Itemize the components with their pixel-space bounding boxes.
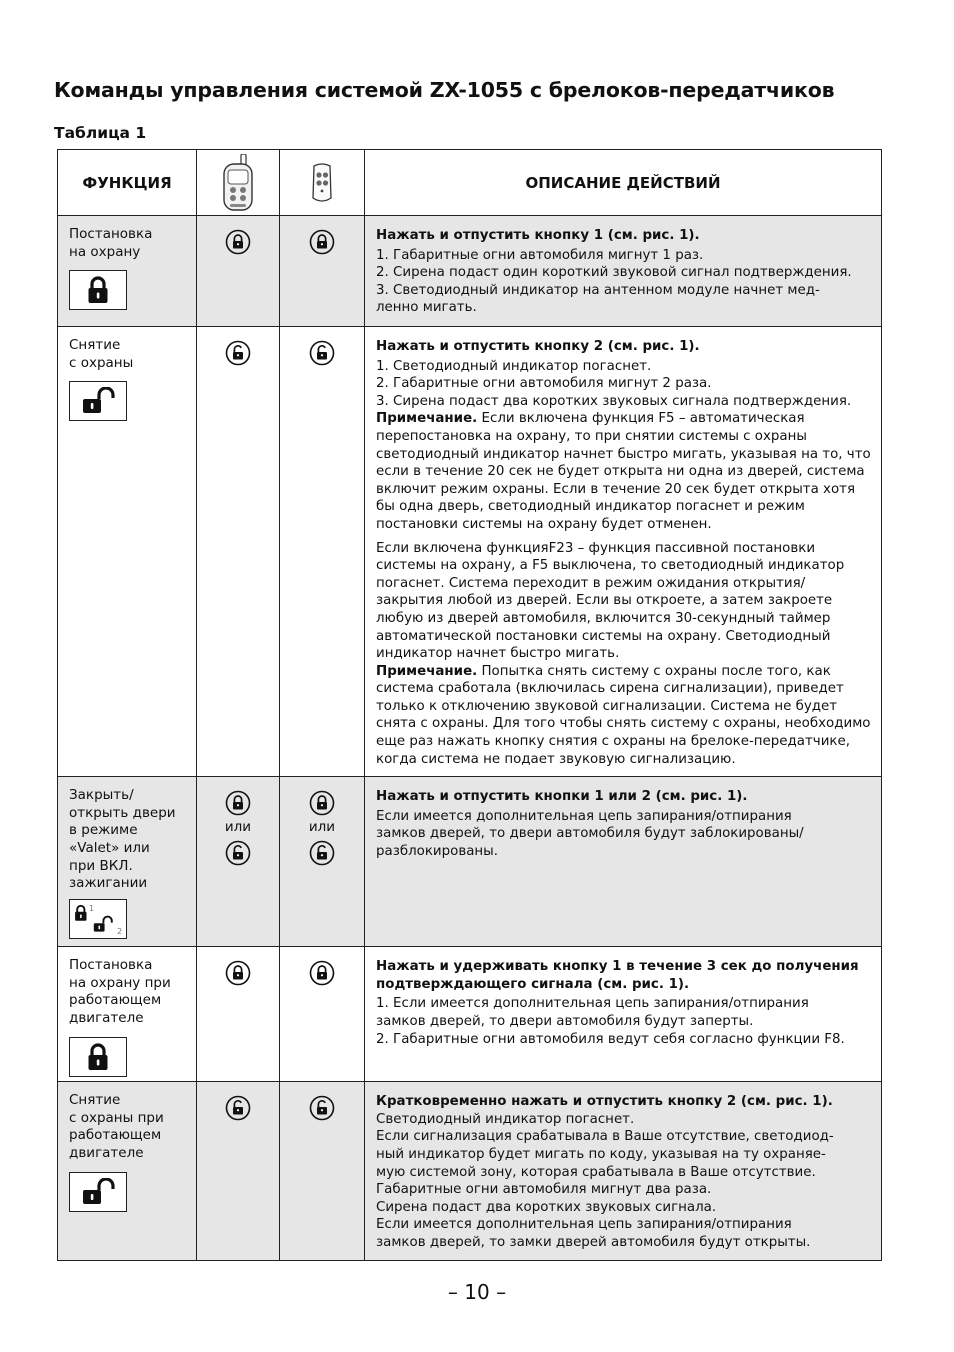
description-paragraph: Если включена функцияF23 – функция пассивной постановки системы на охрану, а F5 выключена, то светодиодный индикатор погаснет. Система переходит в режим ожидания открытия/закрытия любой из дверей. Если вы откроете, а затем закроете любую из дверей автомобиля, включится 30-секундный таймер автоматической постановки системы на охрану. Светодиодный индикатор начнет быстро мигать. (376, 540, 845, 662)
description-line: Светодиодный индикатор погаснет. (376, 1111, 635, 1127)
remote-button-1-icon (225, 960, 251, 986)
lock-mark-2: 2 (117, 926, 123, 936)
description-line: Если сигнализация срабатывала в Ваше отсутствие, светодиод- (376, 1129, 834, 1145)
commands-table (57, 149, 882, 1261)
description-heading: Нажать и отпустить кнопку 1 (см. рис. 1). (376, 228, 700, 243)
note-label: Примечание. (376, 663, 478, 679)
description-line: 3. Светодиодный индикатор на антенном модуле начнет мед- (376, 282, 820, 298)
description-line: Габаритные огни автомобиля мигнут два раза. (376, 1182, 712, 1198)
description-note (376, 663, 871, 769)
description-line: 1. Габаритные огни автомобиля мигнут 1 раз. (376, 247, 704, 263)
remote-button-2-icon (225, 340, 251, 366)
description-heading: Нажать и отпустить кнопку 2 (см. рис. 1). (376, 339, 700, 354)
description-heading: Нажать и отпустить кнопки 1 или 2 (см. рис. 1). (376, 789, 748, 805)
description-line: мую системой зону, которая срабатывала в Ваше отсутствие. (376, 1164, 816, 1180)
table-row (58, 216, 882, 327)
description-cell (365, 327, 882, 777)
header-remote-1 (197, 150, 280, 216)
description-line: Если имеется дополнительная цепь запирания/отпирания (376, 808, 792, 824)
remote-button-2-icon (225, 1095, 251, 1121)
remote-2-cell (280, 1082, 365, 1260)
aux-remote-icon (310, 162, 334, 204)
remote-button-1-icon (225, 790, 251, 816)
remote-button-2-icon (225, 840, 251, 866)
lock-open-icon (69, 1172, 127, 1212)
remote-1-cell (197, 327, 280, 777)
header-description: ОПИСАНИЕ ДЕЙСТВИЙ (365, 150, 882, 216)
description-line: 2. Габаритные огни автомобиля ведут себя согласно функции F8. (376, 1031, 845, 1047)
lock-closed-icon (69, 1037, 127, 1077)
table-caption: Таблица 1 (54, 124, 147, 142)
main-remote-icon (221, 154, 255, 212)
description-line: замков дверей, то двери автомобиля будут заблокированы/ (376, 826, 804, 842)
description-line: замков дверей, то замки дверей автомобиля будут открыты. (376, 1235, 811, 1250)
description-line: ный индикатор будет мигать по коду, указывая на ту охраняе- (376, 1147, 826, 1163)
description-line: замков дверей, то двери автомобиля будут заперты. (376, 1014, 754, 1030)
remote-1-cell (197, 1082, 280, 1260)
header-function: ФУНКЦИЯ (58, 150, 197, 216)
remote-button-1-icon (309, 960, 335, 986)
function-cell (58, 327, 197, 777)
function-label: Постановка на охрану (69, 226, 153, 260)
description-line: ленно мигать. (376, 300, 477, 316)
function-label: Постановка на охрану при работающем двигателе (69, 957, 171, 1027)
note-text: Попытка снять систему с охраны после того, как система сработала (включилась сирена сигнализации), приведет только к отключению звуковой сигнализации. Система не будет снята с охраны. Для того чтобы снять систему с охраны, необходимо еще раз нажать кнопку снятия с охраны на брелоке-передатчике, когда система не подает звуковую сигнализацию. (376, 663, 871, 767)
remote-button-2-icon (309, 1095, 335, 1121)
description-heading: Нажать и удерживать кнопку 1 в течение 3 сек до получения подтверждающего сигнала (см. рис. 1). (376, 959, 859, 992)
function-label: Снятие с охраны (69, 337, 134, 371)
function-cell (58, 947, 197, 1082)
remote-button-1-icon (309, 229, 335, 255)
description-line: 3. Сирена подаст два коротких звуковых сигнала подтверждения. (376, 393, 852, 409)
table-row (58, 327, 882, 777)
table-row (58, 1082, 882, 1260)
remote-button-2-icon (309, 840, 335, 866)
lock-mark-1: 1 (89, 903, 95, 913)
remote-button-1-icon (309, 790, 335, 816)
remote-2-cell (280, 947, 365, 1082)
table-row (58, 777, 882, 947)
function-cell (58, 216, 197, 327)
note-label: Примечание. (376, 411, 478, 427)
remote-button-1-icon (225, 229, 251, 255)
description-line: 1. Светодиодный индикатор погаснет. (376, 358, 652, 374)
description-cell (365, 1082, 882, 1260)
description-line: разблокированы. (376, 844, 498, 860)
description-cell (365, 777, 882, 947)
function-label: Снятие с охраны при работающем двигателе (69, 1092, 164, 1162)
description-line: Если имеется дополнительная цепь запирания/отпирания (376, 1217, 792, 1233)
page-title: Команды управления системой ZX-1055 с брелоков-передатчиков (54, 78, 835, 102)
page-number: – 10 – (447, 1280, 507, 1304)
remote-1-cell (197, 777, 280, 947)
lock-closed-icon (69, 270, 127, 310)
description-note (376, 410, 871, 533)
lock-open-icon (69, 381, 127, 421)
or-label: или (308, 819, 336, 836)
lock-and-unlock-icon (69, 899, 127, 939)
description-line: 2. Габаритные огни автомобиля мигнут 2 раза. (376, 376, 712, 392)
function-label: Закрыть/ открыть двери в режиме «Valet» или при ВКЛ. зажигании (69, 787, 176, 892)
remote-button-2-icon (309, 340, 335, 366)
remote-1-cell (197, 947, 280, 1082)
remote-1-cell (197, 216, 280, 327)
or-label: или (224, 819, 252, 836)
description-line: 2. Сирена подаст один короткий звуковой сигнал подтверждения. (376, 265, 852, 281)
description-cell (365, 216, 882, 327)
function-cell (58, 777, 197, 947)
function-cell (58, 1082, 197, 1260)
header-remote-2 (280, 150, 365, 216)
note-text: Если включена функция F5 – автоматическая перепостановка на охрану, то при снятии системы с охраны светодиодный индикатор начнет быстро мигать, указывая на то, что если в течение 20 сек не будет открыта ни одна из дверей, система включит режим охраны. Если в течение 20 сек будет открыта хотя бы одна дверь, светодиодный индикатор погаснет и режим постановки системы на охрану будет отменен. (376, 411, 871, 532)
table-header (58, 150, 882, 216)
description-line: 1. Если имеется дополнительная цепь запирания/отпирания (376, 996, 809, 1012)
table-row (58, 947, 882, 1082)
description-line: Сирена подаст два коротких звуковых сигнала. (376, 1199, 717, 1215)
description-cell (365, 947, 882, 1082)
description-heading: Кратковременно нажать и отпустить кнопку 2 (см. рис. 1). (376, 1094, 833, 1110)
remote-2-cell (280, 327, 365, 777)
remote-2-cell (280, 777, 365, 947)
remote-2-cell (280, 216, 365, 327)
